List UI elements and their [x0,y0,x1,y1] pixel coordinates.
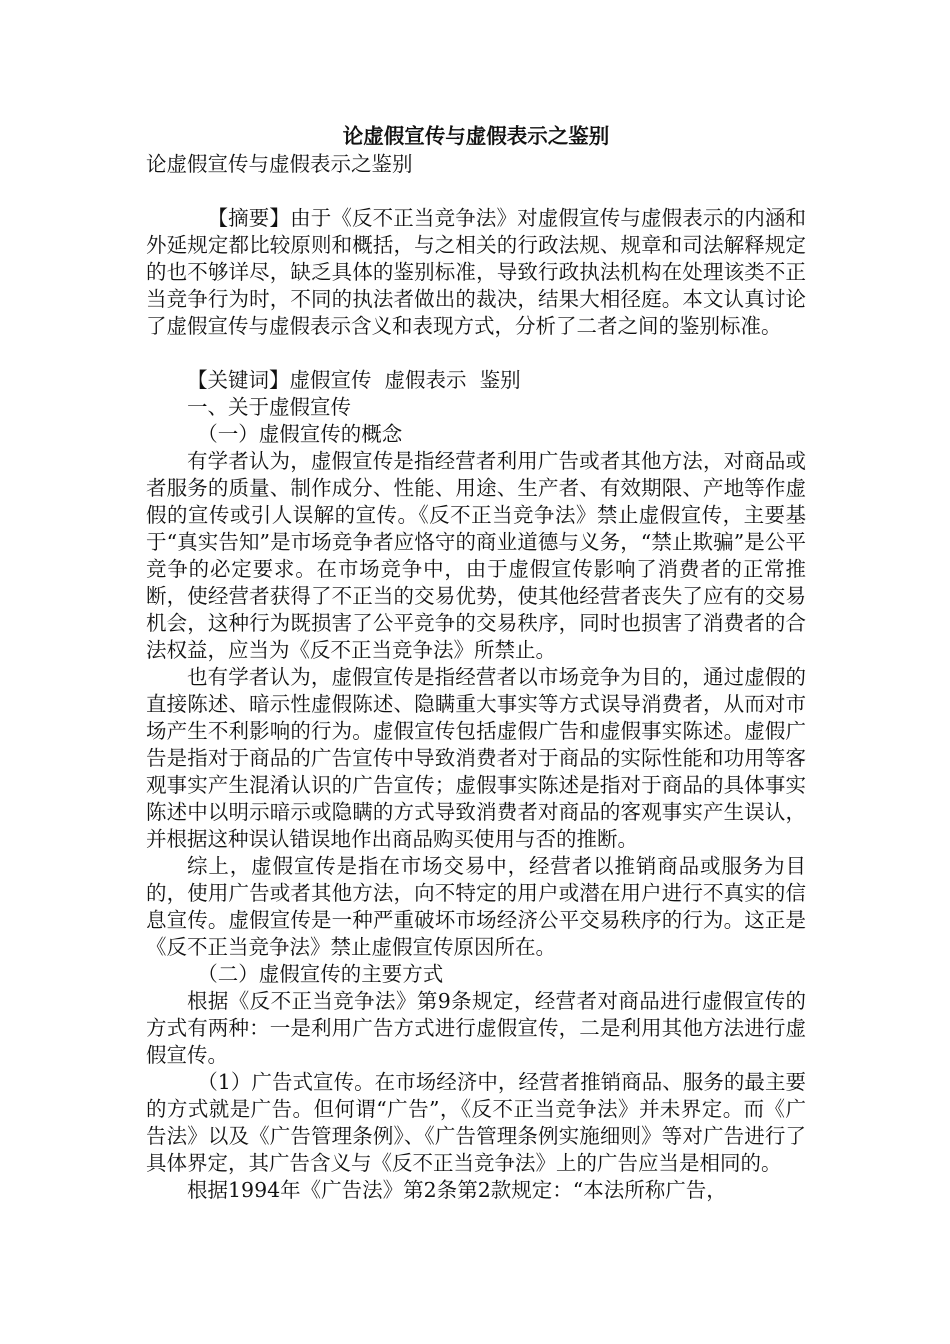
document-subtitle: 论虚假宣传与虚假表示之鉴别 [146,152,413,176]
section-heading-1: 一、关于虚假宣传 [187,395,351,419]
document-title: 论虚假宣传与虚假表示之鉴别 [342,124,610,148]
body-paragraph-6: 根据1994年《广告法》第2条第2款规定：“本法所称广告， [187,1178,727,1202]
body-paragraph-4: 根据《反不正当竞争法》第9条规定，经营者对商品进行虚假宣传的方式有两种：一是利用广告方式进行虚假宣传，二是利用其他方法进行虚假宣传。 [146,989,806,1067]
body-paragraph-5: （1）广告式宣传。在市场经济中，经营者推销商品、服务的最主要的方式就是广告。但何谓“广告”，《反不正当竞争法》并未界定。而《广告法》以及《广告管理条例》、《广告管理条例实施细则》等对广告进行了具体界定，其广告含义与《反不正当竞争法》上的广告应当是相同的。 [146,1070,806,1175]
blank-line [146,340,806,367]
document-body [146,122,806,1204]
blank-line [146,178,806,205]
body-paragraph-2: 也有学者认为，虚假宣传是指经营者以市场竞争为目的，通过虚假的直接陈述、暗示性虚假陈述、隐瞒重大事实等方式误导消费者，从而对市场产生不利影响的行为。虚假宣传包括虚假广告和虚假事实陈述。虚假广告是指对于商品的广告宣传中导致消费者对于商品的实际性能和功用等客观事实产生混淆认识的广告宣传；虚假事实陈述是指对于商品的具体事实陈述中以明示暗示或隐瞒的方式导致消费者对商品的客观事实产生误认，并根据这种误认错误地作出商品购买使用与否的推断。 [146,665,806,851]
keywords-line: 【关键词】虚假宣传 虚假表示 鉴别 [187,368,521,392]
body-paragraph-3: 综上，虚假宣传是指在市场交易中，经营者以推销商品或服务为目的，使用广告或者其他方法，向不特定的用户或潜在用户进行不真实的信息宣传。虚假宣传是一种严重破坏市场经济公平交易秩序的行为。这正是《反不正当竞争法》禁止虚假宣传原因所在。 [146,854,806,959]
body-paragraph-1: 有学者认为，虚假宣传是指经营者利用广告或者其他方法，对商品或者服务的质量、制作成分、性能、用途、生产者、有效期限、产地等作虚假的宣传或引人误解的宣传。《反不正当竞争法》禁止虚假宣传，主要基于“真实告知”是市场竞争者应恪守的商业道德与义务，“禁止欺骗”是公平竞争的必定要求。在市场竞争中，由于虚假宣传影响了消费者的正常推断，使经营者获得了不正当的交易优势，使其他经营者丧失了应有的交易机会，这种行为既损害了公平竞争的交易秩序，同时也损害了消费者的合法权益，应当为《反不正当竞争法》所禁止。 [146,449,806,662]
abstract-paragraph: 【摘要】由于《反不正当竞争法》对虚假宣传与虚假表示的内涵和外延规定都比较原则和概括，与之相关的行政法规、规章和司法解释规定的也不够详尽，缺乏具体的鉴别标准，导致行政执法机构在处理该类不正当竞争行为时，不同的执法者做出的裁决，结果大相径庭。本文认真讨论了虚假宣传与虚假表示含义和表现方式，分析了二者之间的鉴别标准。 [146,206,806,338]
subsection-heading-1: （一）虚假宣传的概念 [197,422,403,446]
subsection-heading-2: （二）虚假宣传的主要方式 [197,962,444,986]
